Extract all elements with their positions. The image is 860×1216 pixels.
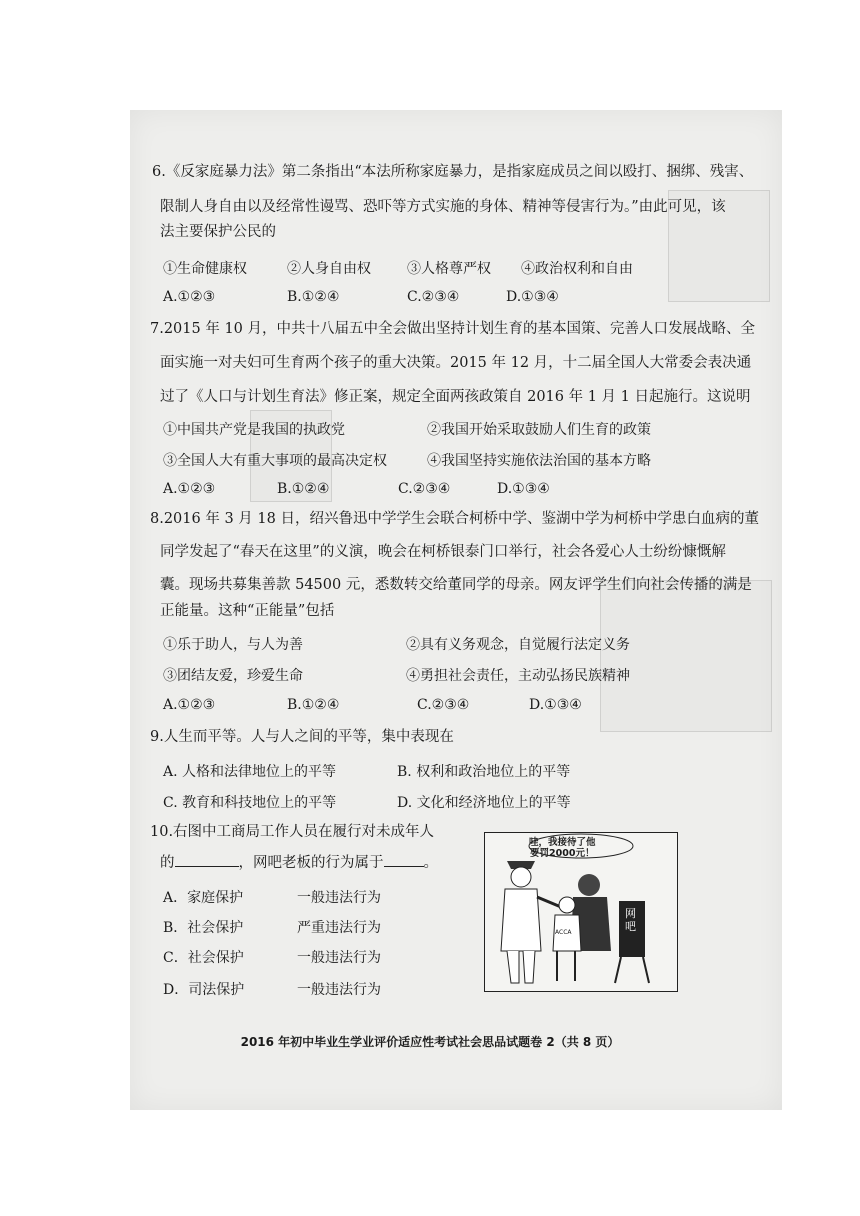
q7-choice-a: A.①②③	[163, 481, 216, 497]
q7-choice-d: D.①③④	[497, 481, 550, 497]
q7-item-1: ①中国共产党是我国的执政党	[163, 422, 345, 438]
speech-bubble-line-2: 要罚2000元！	[530, 848, 595, 859]
q10-choice-a-result: 一般违法行为	[297, 890, 381, 906]
q7-choice-c: C.②③④	[398, 481, 451, 497]
q10-answer-blank-1	[175, 852, 239, 867]
q9-stem: 9.人生而平等。人与人之间的平等，集中表现在	[150, 729, 454, 745]
q8-line-2: 同学发起了“春天在这里”的义演，晚会在柯桥银泰门口举行，社会各爱心人士纷纷慷慨解	[160, 544, 726, 560]
q10-line-2-start: 的	[160, 855, 175, 871]
q9-choice-c: C. 教育和科技地位上的平等	[163, 795, 337, 811]
q6-choice-a: A.①②③	[163, 289, 216, 305]
q7-line-3: 过了《人口与计划生育法》修正案，规定全面两孩政策自 2016 年 1 月 1 日起施行。这说明	[160, 389, 751, 405]
q6-item-4: ④政治权利和自由	[521, 261, 633, 277]
q10-line-2-middle: ，网吧老板的行为属于	[238, 855, 384, 871]
q7-item-3: ③全国人大有重大事项的最高决定权	[163, 453, 387, 469]
q10-line-1: 10.右图中工商局工作人员在履行对未成年人	[150, 824, 435, 840]
q10-choice-d-label: D．司法保护	[163, 982, 245, 998]
q6-choice-b: B.①②④	[287, 289, 340, 305]
bleed-through-map-large	[600, 580, 772, 732]
speech-bubble-outline	[529, 834, 633, 858]
q8-line-1: 8.2016 年 3 月 18 日，绍兴鲁迅中学学生会联合柯桥中学、鉴湖中学为柯桥中学患白血病的董	[150, 511, 759, 527]
cartoon-shirt-text: ACCA	[555, 929, 572, 936]
q10-choice-b-result: 严重违法行为	[297, 920, 381, 936]
internet-cafe-sign: 网吧	[625, 907, 636, 933]
q6-item-3: ③人格尊严权	[407, 261, 491, 277]
q10-line-2	[160, 852, 438, 872]
q10-choice-d-result: 一般违法行为	[297, 982, 381, 998]
q8-choice-a: A.①②③	[163, 697, 216, 713]
q6-line-3: 法主要保护公民的	[160, 224, 276, 240]
q8-line-4: 正能量。这种“正能量”包括	[160, 603, 335, 619]
q6-line-2: 限制人身自由以及经常性谩骂、恐吓等方式实施的身体、精神等侵害行为。”由此可见，该	[160, 199, 726, 215]
q8-choice-b: B.①②④	[287, 697, 340, 713]
q8-item-1: ①乐于助人，与人为善	[163, 637, 303, 653]
q6-line-1: 6.《反家庭暴力法》第二条指出“本法所称家庭暴力，是指家庭成员之间以殴打、捆绑、残害、	[152, 164, 754, 180]
q10-choice-a-label: A．家庭保护	[163, 890, 244, 906]
q8-choice-c: C.②③④	[417, 697, 470, 713]
q10-answer-blank-2	[384, 852, 424, 867]
q8-choice-d: D.①③④	[529, 697, 582, 713]
q8-item-4: ④勇担社会责任，主动弘扬民族精神	[406, 668, 630, 684]
q8-line-3: 囊。现场共募集善款 54500 元，悉数转交给董同学的母亲。网友评学生们向社会传播的满是	[160, 577, 752, 593]
q9-choice-a: A. 人格和法律地位上的平等	[163, 764, 337, 780]
q7-line-2: 面实施一对夫妇可生育两个孩子的重大决策。2015 年 12 月，十二届全国人大常委会表决通	[160, 355, 752, 371]
q7-choice-b: B.①②④	[277, 481, 330, 497]
q9-choice-d: D. 文化和经济地位上的平等	[397, 795, 571, 811]
q8-item-2: ②具有义务观念，自觉履行法定义务	[406, 637, 630, 653]
q10-line-2-end: 。	[423, 855, 438, 871]
q6-choice-d: D.①③④	[506, 289, 559, 305]
q8-item-3: ③团结友爱，珍爱生命	[163, 668, 303, 684]
q10-choice-c-label: C．社会保护	[163, 950, 244, 966]
q10-choice-c-result: 一般违法行为	[297, 950, 381, 966]
q6-item-1: ①生命健康权	[163, 261, 247, 277]
page-footer: 2016 年初中毕业生学业评价适应性考试社会思品试题卷 2（共 8 页）	[240, 1035, 620, 1049]
q6-item-2: ②人身自由权	[287, 261, 371, 277]
cartoon-drawing	[485, 833, 677, 991]
q7-item-4: ④我国坚持实施依法治国的基本方略	[427, 453, 651, 469]
q10-cartoon	[484, 832, 678, 992]
q10-choice-b-label: B．社会保护	[163, 920, 244, 936]
speech-bubble-line-1: 哇，我接待了他	[529, 837, 596, 848]
q6-choice-c: C.②③④	[407, 289, 460, 305]
q7-line-1: 7.2015 年 10 月，中共十八届五中全会做出坚持计划生育的基本国策、完善人口发展战略、全	[150, 321, 756, 337]
q9-choice-b: B. 权利和政治地位上的平等	[397, 764, 571, 780]
q7-item-2: ②我国开始采取鼓励人们生育的政策	[427, 422, 651, 438]
